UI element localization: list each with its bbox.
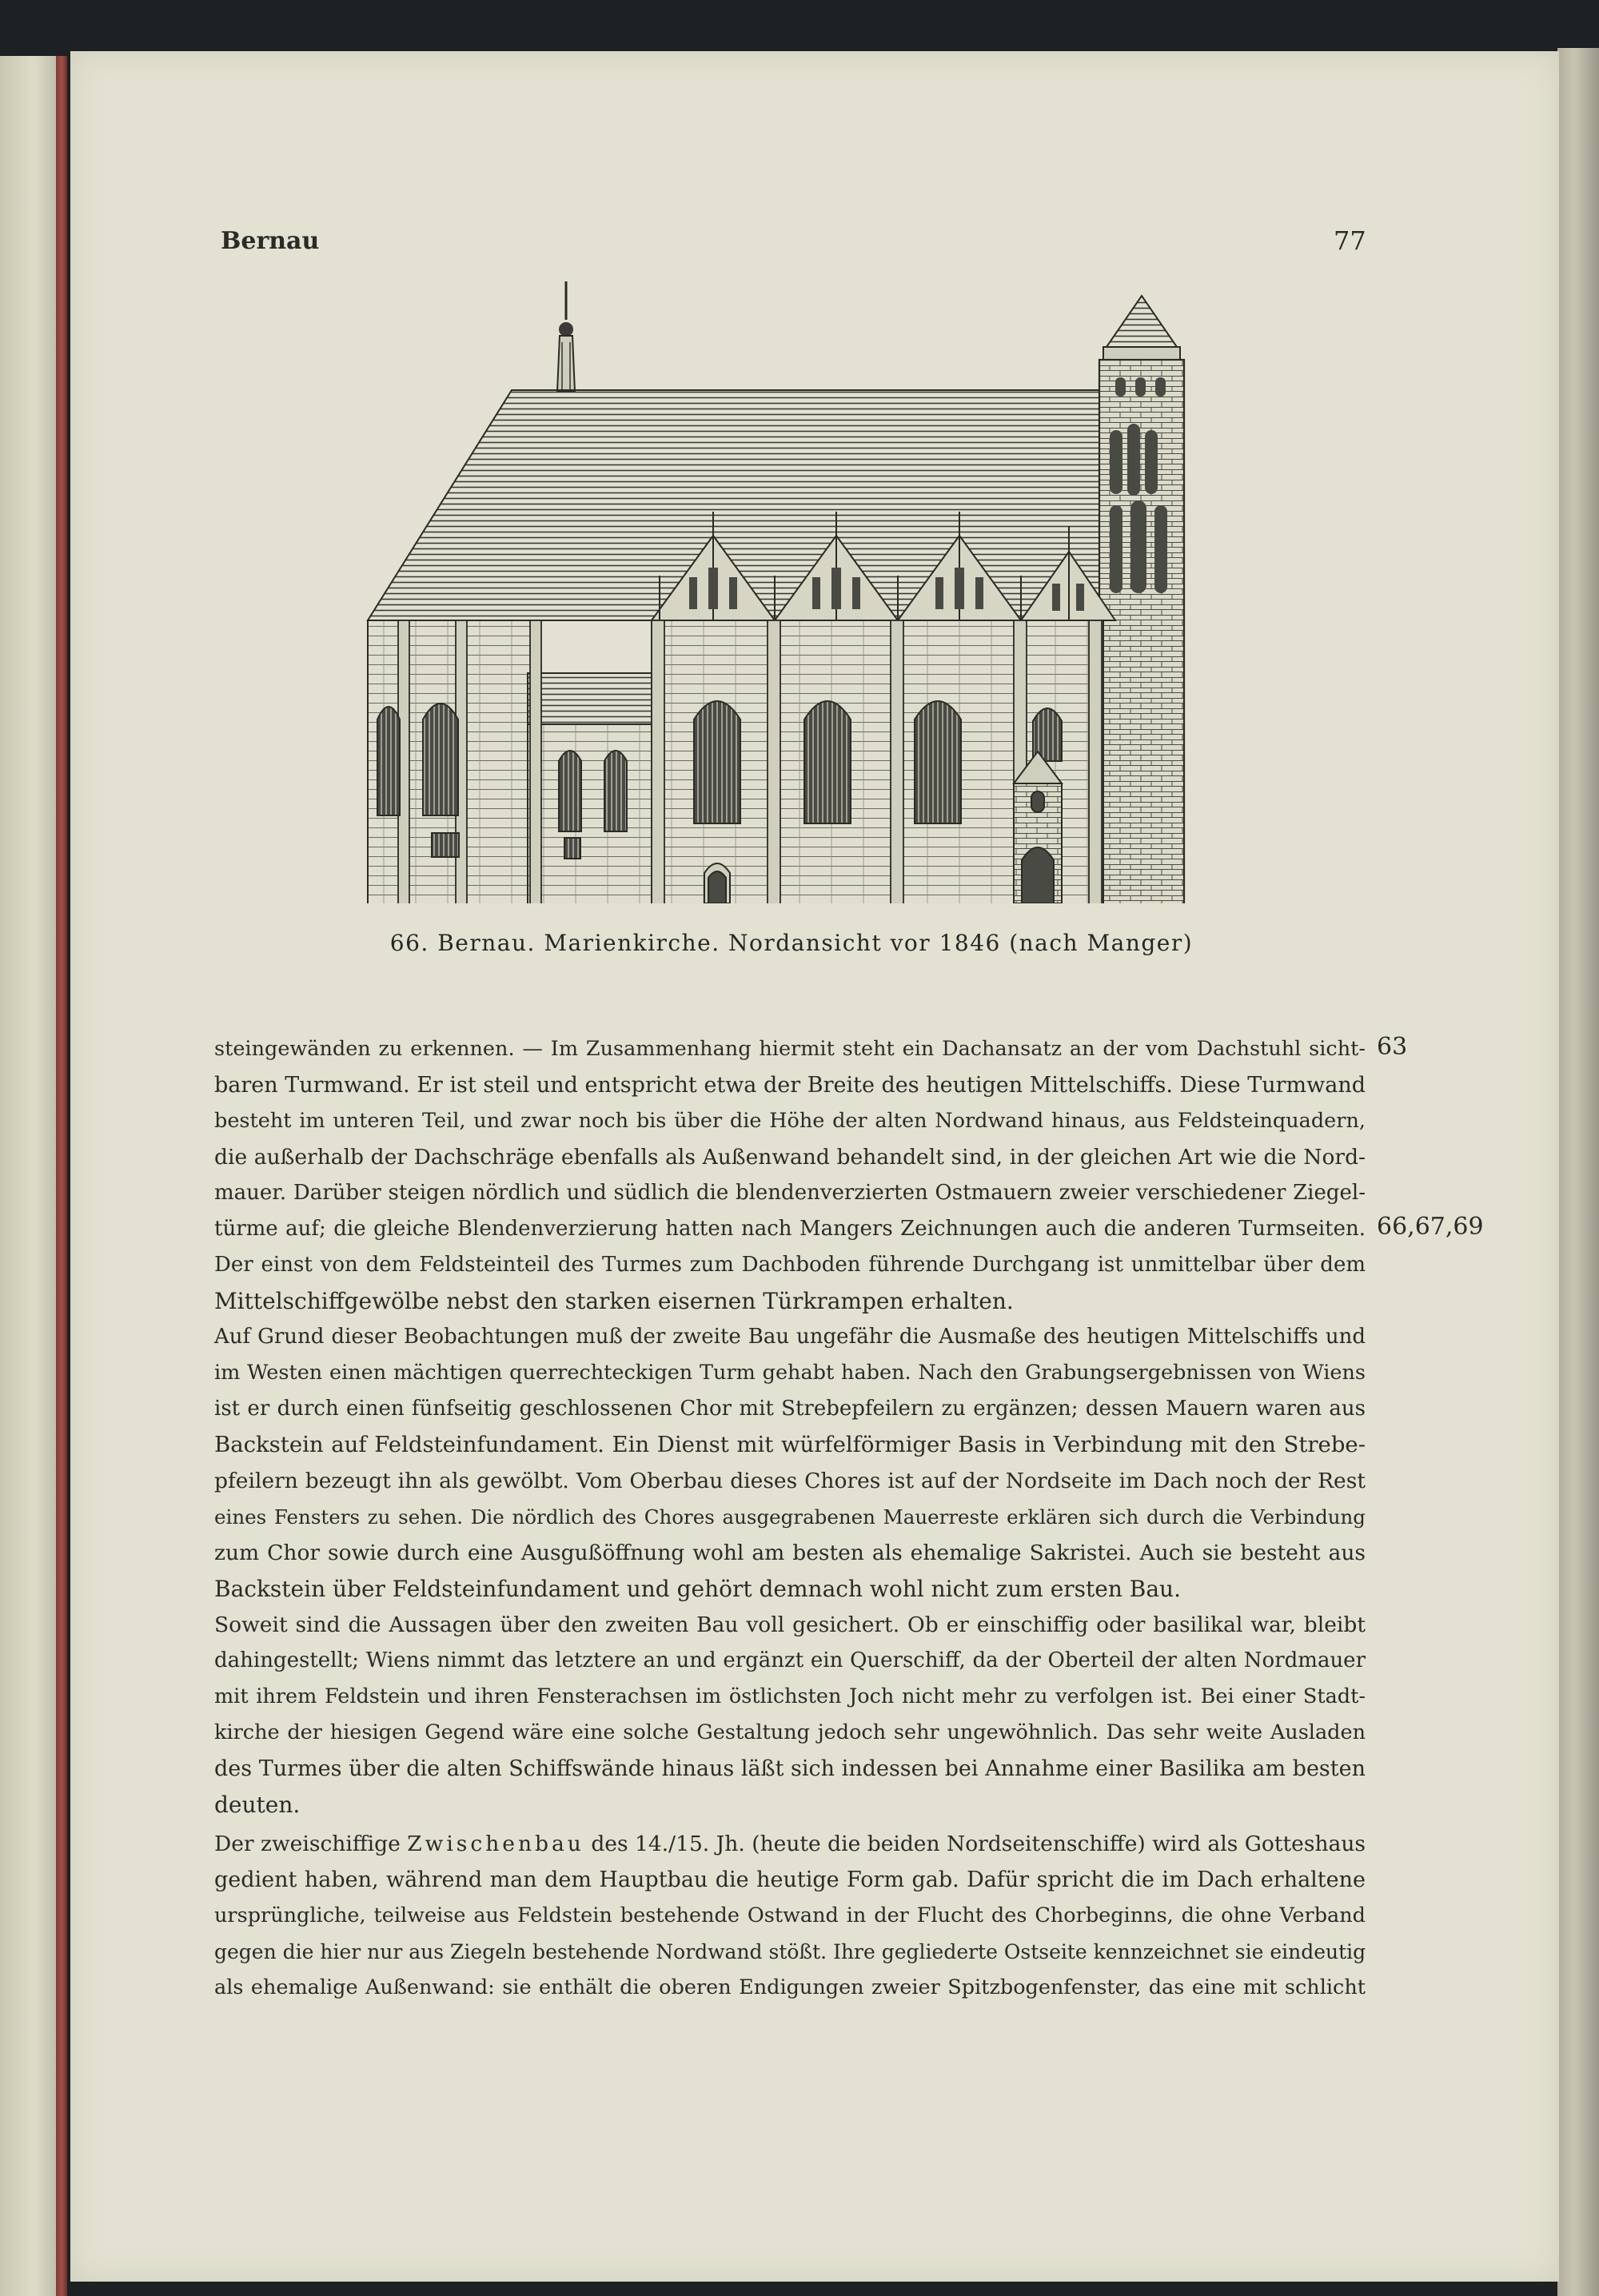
text-line: im Westen einen mächtigen querrechteckigen Turm gehabt haben. Nach den Grabungsergebnissen von Wiens xyxy=(214,1361,1366,1385)
text-line: zum Chor sowie durch eine Ausgußöffnung wohl am besten als ehemalige Sakristei. Auch sie besteht aus xyxy=(214,1541,1366,1565)
text-line: türme auf; die gleiche Blendenverzierung hatten nach Mangers Zeichnungen auch die anderen Turmseiten. xyxy=(214,1217,1366,1241)
text-line: Mittelschiffgewölbe nebst den starken eisernen Türkrampen erhalten. xyxy=(214,1288,1014,1314)
margin-reference: 63 xyxy=(1377,1033,1408,1061)
left-page-edge xyxy=(0,56,62,2296)
text-line: baren Turmwand. Er ist steil und entspricht etwa der Breite des heutigen Mittelschiffs. Diese Turmwand xyxy=(214,1073,1366,1098)
margin-reference: 66,67,69 xyxy=(1377,1213,1484,1241)
text-fragment: des 14./15. Jh. (heute die beiden Nordseitenschiffe) wird als Gotteshaus xyxy=(584,1832,1366,1856)
spaced-term: Zwischenbau xyxy=(407,1832,584,1856)
running-header: Bernau xyxy=(221,227,320,255)
text-line: Auf Grund dieser Beobachtungen muß der zweite Bau ungefähr die Ausmaße des heutigen Mittelschiffs und xyxy=(214,1325,1366,1349)
text-line: Backstein über Feldsteinfundament und gehört demnach wohl nicht zum ersten Bau. xyxy=(214,1576,1181,1602)
text-line: mauer. Darüber steigen nördlich und südlich die blendenverzierten Ostmauern zweier verschiedener Ziegel- xyxy=(214,1181,1366,1205)
paragraph-2 xyxy=(214,1319,1366,1607)
text-line: ursprüngliche, teilweise aus Feldstein bestehende Ostwand in der Flucht des Chorbeginns, die ohne Verband xyxy=(214,1903,1366,1927)
text-line: Der einst von dem Feldsteinteil des Turmes zum Dachboden führende Durchgang ist unmittelbar über dem xyxy=(214,1253,1366,1277)
text-line: besteht im unteren Teil, und zwar noch bis über die Höhe der alten Nordwand hinaus, aus Feldsteinquadern, xyxy=(214,1109,1366,1133)
text-line: gegen die hier nur aus Ziegeln bestehende Nordwand stößt. Ihre gegliederte Ostseite kennzeichnet sie eindeutig xyxy=(214,1940,1366,1963)
text-line: dahingestellt; Wiens nimmt das letztere an und ergänzt ein Querschiff, da der Oberteil der alten Nordmauer xyxy=(214,1648,1366,1672)
west-tower xyxy=(1099,296,1184,903)
paragraph-3 xyxy=(214,1607,1366,1823)
church-north-elevation-drawing xyxy=(336,272,1239,903)
text-line: des Turmes über die alten Schiffswände hinaus läßt sich indessen bei Annahme einer Basilika am besten xyxy=(214,1756,1366,1781)
text-line: kirche der hiesigen Gegend wäre eine solche Gestaltung jedoch sehr ungewöhnlich. Das sehr weite Ausladen xyxy=(214,1720,1366,1744)
text-line: Backstein auf Feldsteinfundament. Ein Dienst mit würfelförmiger Basis in Verbindung mit den Strebe- xyxy=(214,1432,1366,1457)
right-page-edges xyxy=(1557,48,1599,2296)
body-text xyxy=(214,1031,1366,2006)
sacristy-wall xyxy=(528,724,656,903)
text-line xyxy=(214,1826,1366,1862)
paragraph-4 xyxy=(214,1826,1366,2006)
text-line: steingewänden zu erkennen. — Im Zusammenhang hiermit steht ein Dachansatz an der vom Dachstuhl sicht- xyxy=(214,1037,1366,1061)
roof-ridge-turret xyxy=(557,281,575,392)
text-line: die außerhalb der Dachschräge ebenfalls als Außenwand behandelt sind, in der gleichen Art wie die Nord- xyxy=(214,1145,1366,1170)
figure-caption: 66. Bernau. Marienkirche. Nordansicht vor 1846 (nach Manger) xyxy=(389,930,1194,956)
paragraph-1 xyxy=(214,1031,1366,1319)
text-line: deuten. xyxy=(214,1792,301,1818)
text-line: pfeilern bezeugt ihn als gewölbt. Vom Oberbau dieses Chores ist auf der Nordseite im Dach noch der Rest xyxy=(214,1469,1366,1493)
text-line: Soweit sind die Aussagen über den zweiten Bau voll gesichert. Ob er einschiffig oder basilikal war, bleibt xyxy=(214,1612,1366,1637)
page-number: 77 xyxy=(1334,225,1366,256)
text-line: eines Fensters zu sehen. Die nördlich des Chores ausgegrabenen Mauerreste erklären sich durch die Verbindung xyxy=(214,1505,1366,1529)
text-line: gedient haben, während man dem Hauptbau die heutige Form gab. Dafür spricht die im Dach erhaltene xyxy=(214,1867,1366,1892)
sacristy-roof xyxy=(528,673,656,724)
book-binding xyxy=(56,56,67,2296)
text-line: als ehemalige Außenwand: sie enthält die oberen Endigungen zweier Spitzbogenfenster, das eine mit schlicht xyxy=(214,1975,1366,1999)
text-line: mit ihrem Feldstein und ihren Fensterachsen im östlichsten Joch nicht mehr zu verfolgen ist. Bei einer Stadt- xyxy=(214,1684,1366,1708)
text-fragment: Der zweischiffige xyxy=(214,1832,408,1856)
text-line: ist er durch einen fünfseitig geschlossenen Chor mit Strebepfeilern zu ergänzen; dessen Mauern waren aus xyxy=(214,1397,1366,1421)
